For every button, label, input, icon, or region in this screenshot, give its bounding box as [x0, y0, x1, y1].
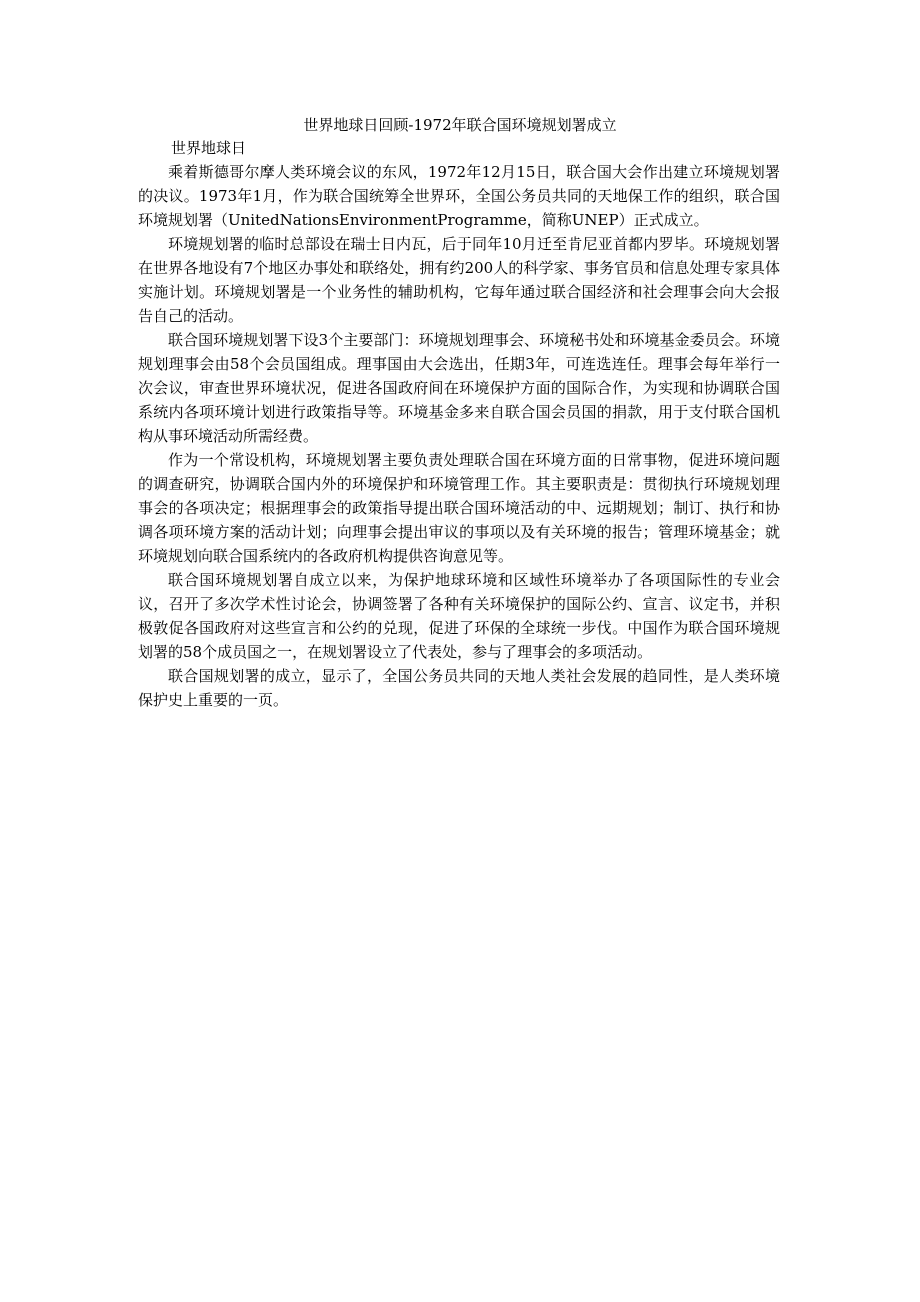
paragraph: 联合国环境规划署自成立以来，为保护地球环境和区域性环境举办了各项国际性的专业会议，召开了多次学术性讨论会，协调签署了各种有关环境保护的国际公约、宣言、议定书，并积极敦促各国政府对这些宣言和公约的兑现，促进了环保的全球统一步伐。中国作为联合国环境规划署的58个成员国之一，在规划署设立了代表处，参与了理事会的多项活动。: [138, 571, 780, 661]
document-body: [138, 160, 780, 712]
paragraph: 联合国规划署的成立，显示了，全国公务员共同的天地人类社会发展的趋同性，是人类环境保护史上重要的一页。: [138, 667, 780, 709]
paragraph: 联合国环境规划署下设3个主要部门：环境规划理事会、环境秘书处和环境基金委员会。环境规划理事会由58个会员国组成。理事国由大会选出，任期3年，可连选连任。理事会每年举行一次会议，审查世界环境状况，促进各国政府间在环境保护方面的国际合作，为实现和协调联合国系统内各项环境计划进行政策指导等。环境基金多来自联合国会员国的捐款，用于支付联合国机构从事环境活动所需经费。: [138, 331, 780, 445]
document-subtitle: 世界地球日: [171, 139, 247, 157]
paragraph: 环境规划署的临时总部设在瑞士日内瓦，后于同年10月迁至肯尼亚首都内罗毕。环境规划署在世界各地设有7个地区办事处和联络处，拥有约200人的科学家、事务官员和信息处理专家具体实施计划。环境规划署是一个业务性的辅助机构，它每年通过联合国经济和社会理事会向大会报告自己的活动。: [138, 235, 780, 325]
paragraph: 作为一个常设机构，环境规划署主要负责处理联合国在环境方面的日常事物，促进环境问题的调查研究，协调联合国内外的环境保护和环境管理工作。其主要职责是：贯彻执行环境规划理事会的各项决定；根据理事会的政策指导提出联合国环境活动的中、远期规划；制订、执行和协调各项环境方案的活动计划；向理事会提出审议的事项以及有关环境的报告；管理环境基金；就环境规划向联合国系统内的各政府机构提供咨询意见等。: [138, 451, 780, 565]
paragraph: 乘着斯德哥尔摩人类环境会议的东风，1972年12月15日，联合国大会作出建立环境规划署的决议。1973年1月，作为联合国统筹全世界环，全国公务员共同的天地保工作的组织，联合国环境规划署（UnitedNationsEnvironmentProgramme，简称UNEP）正式成立。: [138, 163, 780, 229]
document-title: 世界地球日回顾-1972年联合国环境规划署成立: [303, 116, 617, 134]
